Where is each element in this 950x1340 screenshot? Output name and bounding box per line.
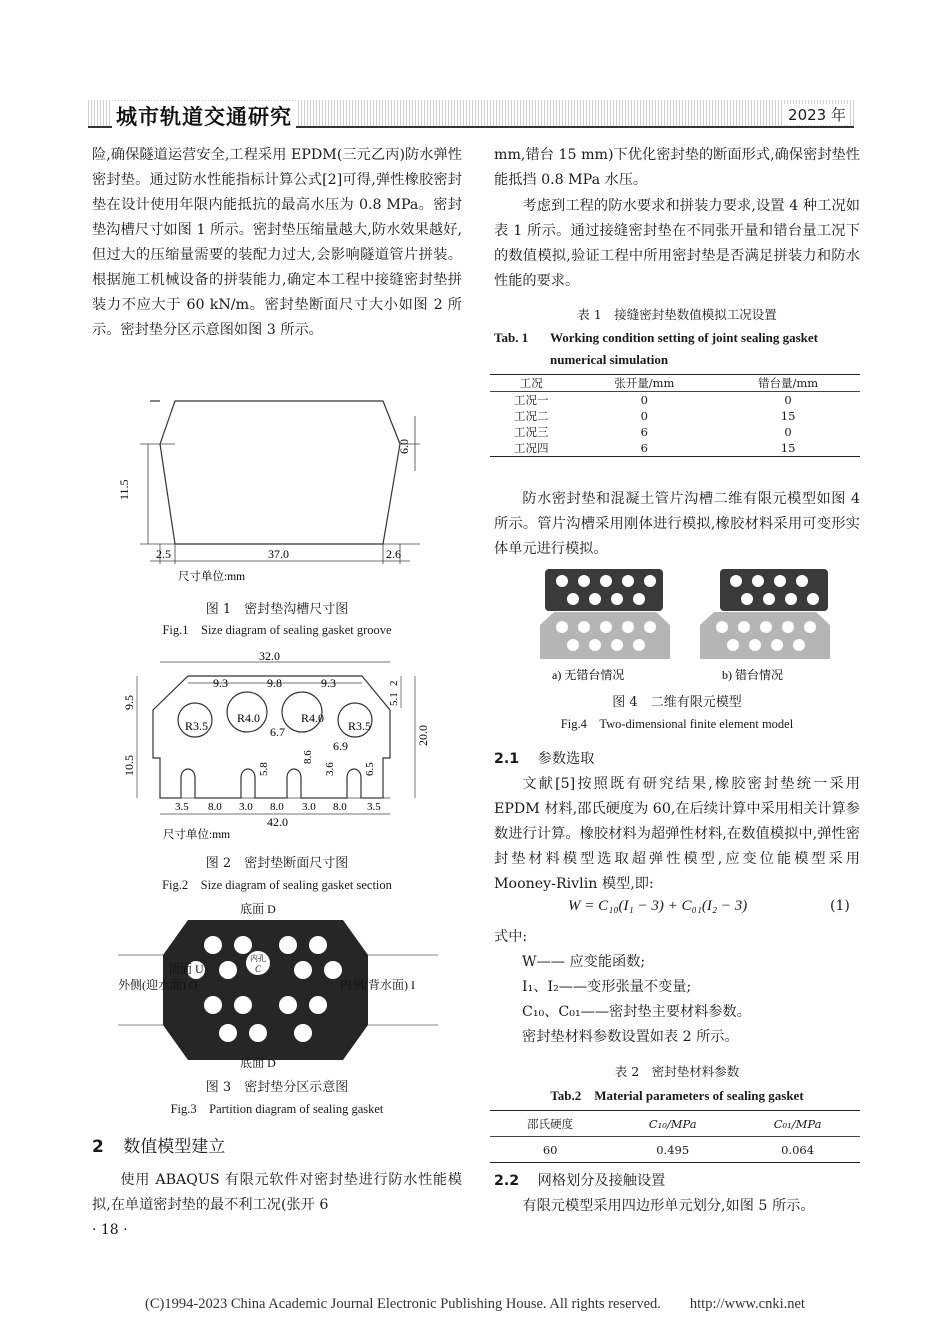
definition-c: C₁₀、C₀₁——密封垫主要材料参数。 <box>522 1004 751 1020</box>
table-cell: 0 <box>640 393 648 407</box>
section-2-title: 数值模型建立 <box>123 1137 226 1157</box>
fig2-r2: R4.0 <box>237 711 261 725</box>
table-row <box>490 424 860 440</box>
journal-title: 城市轨道交通研究 <box>112 101 296 131</box>
table1-label: Tab. 1 <box>494 330 529 345</box>
table-cell: 6 <box>640 441 648 455</box>
fig2-b7: 3.5 <box>367 801 381 813</box>
fig2-d86: 8.6 <box>302 750 314 764</box>
right-paragraph-6: 有限元模型采用四边形单元划分,如图 5 所示。 <box>522 1198 815 1214</box>
fig2-b2: 8.0 <box>208 801 222 813</box>
fig3-bottom-label: 底面 D <box>240 1056 276 1070</box>
table-cell: 15 <box>780 441 796 455</box>
left-paragraph-2: 使用 ABAQUS 有限元软件对密封垫进行防水性能模拟,在单道密封垫的最不利工况(张开 6 <box>92 1172 462 1213</box>
table-cell: 0 <box>784 425 792 439</box>
fig2-r1: R3.5 <box>185 719 209 733</box>
fig4-caption-en: Fig.4 Two-dimensional finite element model <box>560 717 794 731</box>
fig2-unit: 尺寸单位:mm <box>163 829 231 841</box>
fig2-b4: 8.0 <box>270 801 284 813</box>
fig1-dim-left: 2.5 <box>156 547 171 561</box>
figure-3-partition <box>118 902 438 1070</box>
fig1-unit: 尺寸单位:mm <box>178 571 246 583</box>
fig2-b5: 3.0 <box>302 801 316 813</box>
table1-caption-en: Working condition setting of joint sealing gasket numerical simulation <box>550 330 818 367</box>
table1-header-row <box>490 375 860 392</box>
fig3-i-label: 内侧(背水面) I <box>340 978 415 992</box>
table-row <box>490 392 860 409</box>
fig2-r3: R4.0 <box>301 711 325 725</box>
fig2-h20: 20.0 <box>416 725 430 746</box>
right-paragraph-3: 防水密封垫和混凝土管片沟槽二维有限元模型如图 4 所示。管片沟槽采用刚体进行模拟,橡胶材料采用可变形实体单元进行模拟。 <box>494 491 860 557</box>
fig3-top-label: 底面 D <box>240 902 276 916</box>
table2-caption-cn: 表 2 密封垫材料参数 <box>614 1064 740 1079</box>
fig2-dim-s3: 9.3 <box>321 676 336 690</box>
table1-caption-cn: 表 1 接缝密封垫数值模拟工况设置 <box>577 307 777 322</box>
fig2-d67: 6.7 <box>270 725 285 739</box>
right-paragraph-5: 密封垫材料参数设置如表 2 所示。 <box>522 1029 739 1045</box>
fig1-dim-top: 37.0 <box>268 547 289 561</box>
fig2-b6: 8.0 <box>333 801 347 813</box>
fig2-b3: 3.0 <box>239 801 253 813</box>
table1-header-cell: 工况 <box>519 376 543 390</box>
right-paragraph-2: 考虑到工程的防水要求和拼装力要求,设置 4 种工况如表 1 所示。通过接缝密封垫在不同张开量和错台量工况下的数值模拟,验证工程中所用密封垫是否满足拼装力和防水性能的要求。 <box>494 198 860 289</box>
fig4-sub-a: a) 无错台情况 <box>552 668 625 682</box>
table1-header-cell: 错台量/mm <box>758 376 819 390</box>
section-2-heading <box>92 1132 225 1157</box>
journal-year: 2023 年 <box>784 104 850 125</box>
section-2-1-number: 2.1 <box>494 751 520 767</box>
fig2-d65: 6.5 <box>364 762 376 776</box>
fig2-d69: 6.9 <box>333 739 348 753</box>
page-number: · 18 · <box>92 1222 128 1238</box>
fig3-u-label: 顶面 U <box>168 962 204 976</box>
table-cell: 0 <box>784 393 792 407</box>
fig1-caption-en: Fig.1 Size diagram of sealing gasket groove <box>162 623 392 637</box>
fig2-dim-bottom: 42.0 <box>267 815 288 829</box>
equation-1: W = C₁₀(I₁ − 3) + C₀₁(I₂ − 3) <box>568 898 748 914</box>
table-1 <box>490 374 860 457</box>
section-2-1-title: 参数选取 <box>537 751 595 767</box>
fig1-dim-right: 2.6 <box>386 547 401 561</box>
definition-w: W—— 应变能函数; <box>522 954 646 970</box>
fig3-caption-cn: 图 3 密封垫分区示意图 <box>205 1080 349 1095</box>
table-row <box>490 408 860 424</box>
figure-4-fe-model <box>540 567 830 685</box>
table-cell: 15 <box>780 409 796 423</box>
fig3-c-label: C <box>254 964 262 974</box>
copyright-footer: (C)1994-2023 China Academic Journal Electronic Publishing House. All rights reserved. http://www.cnki.net <box>145 1296 805 1312</box>
table2-header-cell: C₀₁/MPa <box>773 1116 822 1131</box>
fig1-dim-height: 11.5 <box>117 479 131 500</box>
table-cell: 0.064 <box>781 1142 815 1157</box>
fig2-caption-cn: 图 2 密封垫断面尺寸图 <box>205 856 349 871</box>
fig2-b1: 3.5 <box>175 801 189 813</box>
table-row <box>490 440 860 457</box>
table-cell: 工况三 <box>513 425 549 439</box>
section-2-1-heading <box>494 748 594 768</box>
right-paragraph-1: mm,错台 15 mm)下优化密封垫的断面形式,确保密封垫性能抵挡 0.8 MPa 水压。 <box>494 147 860 188</box>
equation-1-number: (1) <box>830 898 850 914</box>
fig2-h95: 9.5 <box>122 695 136 710</box>
table-2 <box>490 1110 860 1163</box>
table2-header-cell: 邵氏硬度 <box>527 1116 574 1131</box>
fig2-dim-sr1: 5.1 <box>388 692 400 706</box>
table2-caption-en: Tab.2 Material parameters of sealing gasket <box>550 1088 804 1103</box>
section-2-number: 2 <box>92 1137 104 1157</box>
section-2-2-number: 2.2 <box>494 1173 520 1189</box>
where-label: 式中: <box>494 929 528 945</box>
fig2-h105: 10.5 <box>122 755 136 776</box>
fig4a-model <box>540 569 670 659</box>
table1-caption-en-block <box>494 327 860 371</box>
table-cell: 工况四 <box>513 441 549 455</box>
fig1-caption-cn: 图 1 密封垫沟槽尺寸图 <box>205 602 349 617</box>
table-cell: 6 <box>640 425 648 439</box>
fig2-caption-en: Fig.2 Size diagram of sealing gasket section <box>162 878 392 892</box>
fig3-o-label: 外侧(迎水面) O <box>118 978 198 992</box>
table-cell: 0.495 <box>656 1142 690 1157</box>
table-cell: 工况一 <box>513 393 549 407</box>
table2-header-row <box>490 1111 860 1137</box>
section-2-2-heading <box>494 1170 665 1190</box>
table-cell: 60 <box>542 1142 558 1157</box>
figure-2-section <box>115 648 435 840</box>
table-cell: 工况二 <box>513 409 549 423</box>
table-row <box>490 1137 860 1163</box>
right-paragraph-4: 文献[5]按照既有研究结果,橡胶密封垫统一采用 EPDM 材料,邵氏硬度为 60,在后续计算中采用相关计算参数进行计算。橡胶材料为超弹性材料,在数值模拟中,弹性密封垫材料模型选取超弹性模型,应变位能模型采用 Mooney-Rivlin 模型,即: <box>494 776 860 892</box>
table2-header-cell: C₁₀/MPa <box>648 1116 697 1131</box>
figure-1-groove <box>117 396 430 586</box>
definition-i: I₁、I₂——变形张量不变量; <box>522 979 692 995</box>
fig3-hole-label: 内孔 <box>250 954 266 963</box>
section-2-2-title: 网格划分及接触设置 <box>537 1173 666 1189</box>
fig4b-model <box>700 569 830 659</box>
left-paragraph-1: 险,确保隧道运营安全,工程采用 EPDM(三元乙丙)防水弹性密封垫。通过防水性能指标计算公式[2]可得,弹性橡胶密封垫在设计使用年限内能抵抗的最高水压为 0.8 MPa。密封垫沟槽尺寸如图 1 所示。密封垫压缩量越大,防水效果越好,但过大的压缩量需要的装配力过大,会影响隧道管片拼装。根据施工机械设备的拼装能力,确定本工程中接缝密封垫拼装力不应大于 60 kN/m。密封垫断面尺寸大小如图 2 所示。密封垫分区示意图如图 3 所示。 <box>92 147 462 338</box>
fig1-dim-right-h: 6.0 <box>397 439 411 454</box>
fig2-d58: 5.8 <box>258 762 270 776</box>
fig3-caption-en: Fig.3 Partition diagram of sealing gasket <box>170 1102 384 1116</box>
fig4-sub-b: b) 错台情况 <box>722 668 783 682</box>
fig4-caption-cn: 图 4 二维有限元模型 <box>612 695 742 710</box>
fig2-dim-s1: 9.3 <box>213 676 228 690</box>
fig2-d36: 3.6 <box>324 762 336 776</box>
fig2-dim-sr2: 2 <box>388 680 400 686</box>
fig2-dim-top: 32.0 <box>259 649 280 663</box>
table-cell: 0 <box>640 409 648 423</box>
table1-header-cell: 张开量/mm <box>614 376 675 390</box>
fig2-r4: R3.5 <box>348 719 372 733</box>
fig2-dim-s2: 9.8 <box>267 676 282 690</box>
